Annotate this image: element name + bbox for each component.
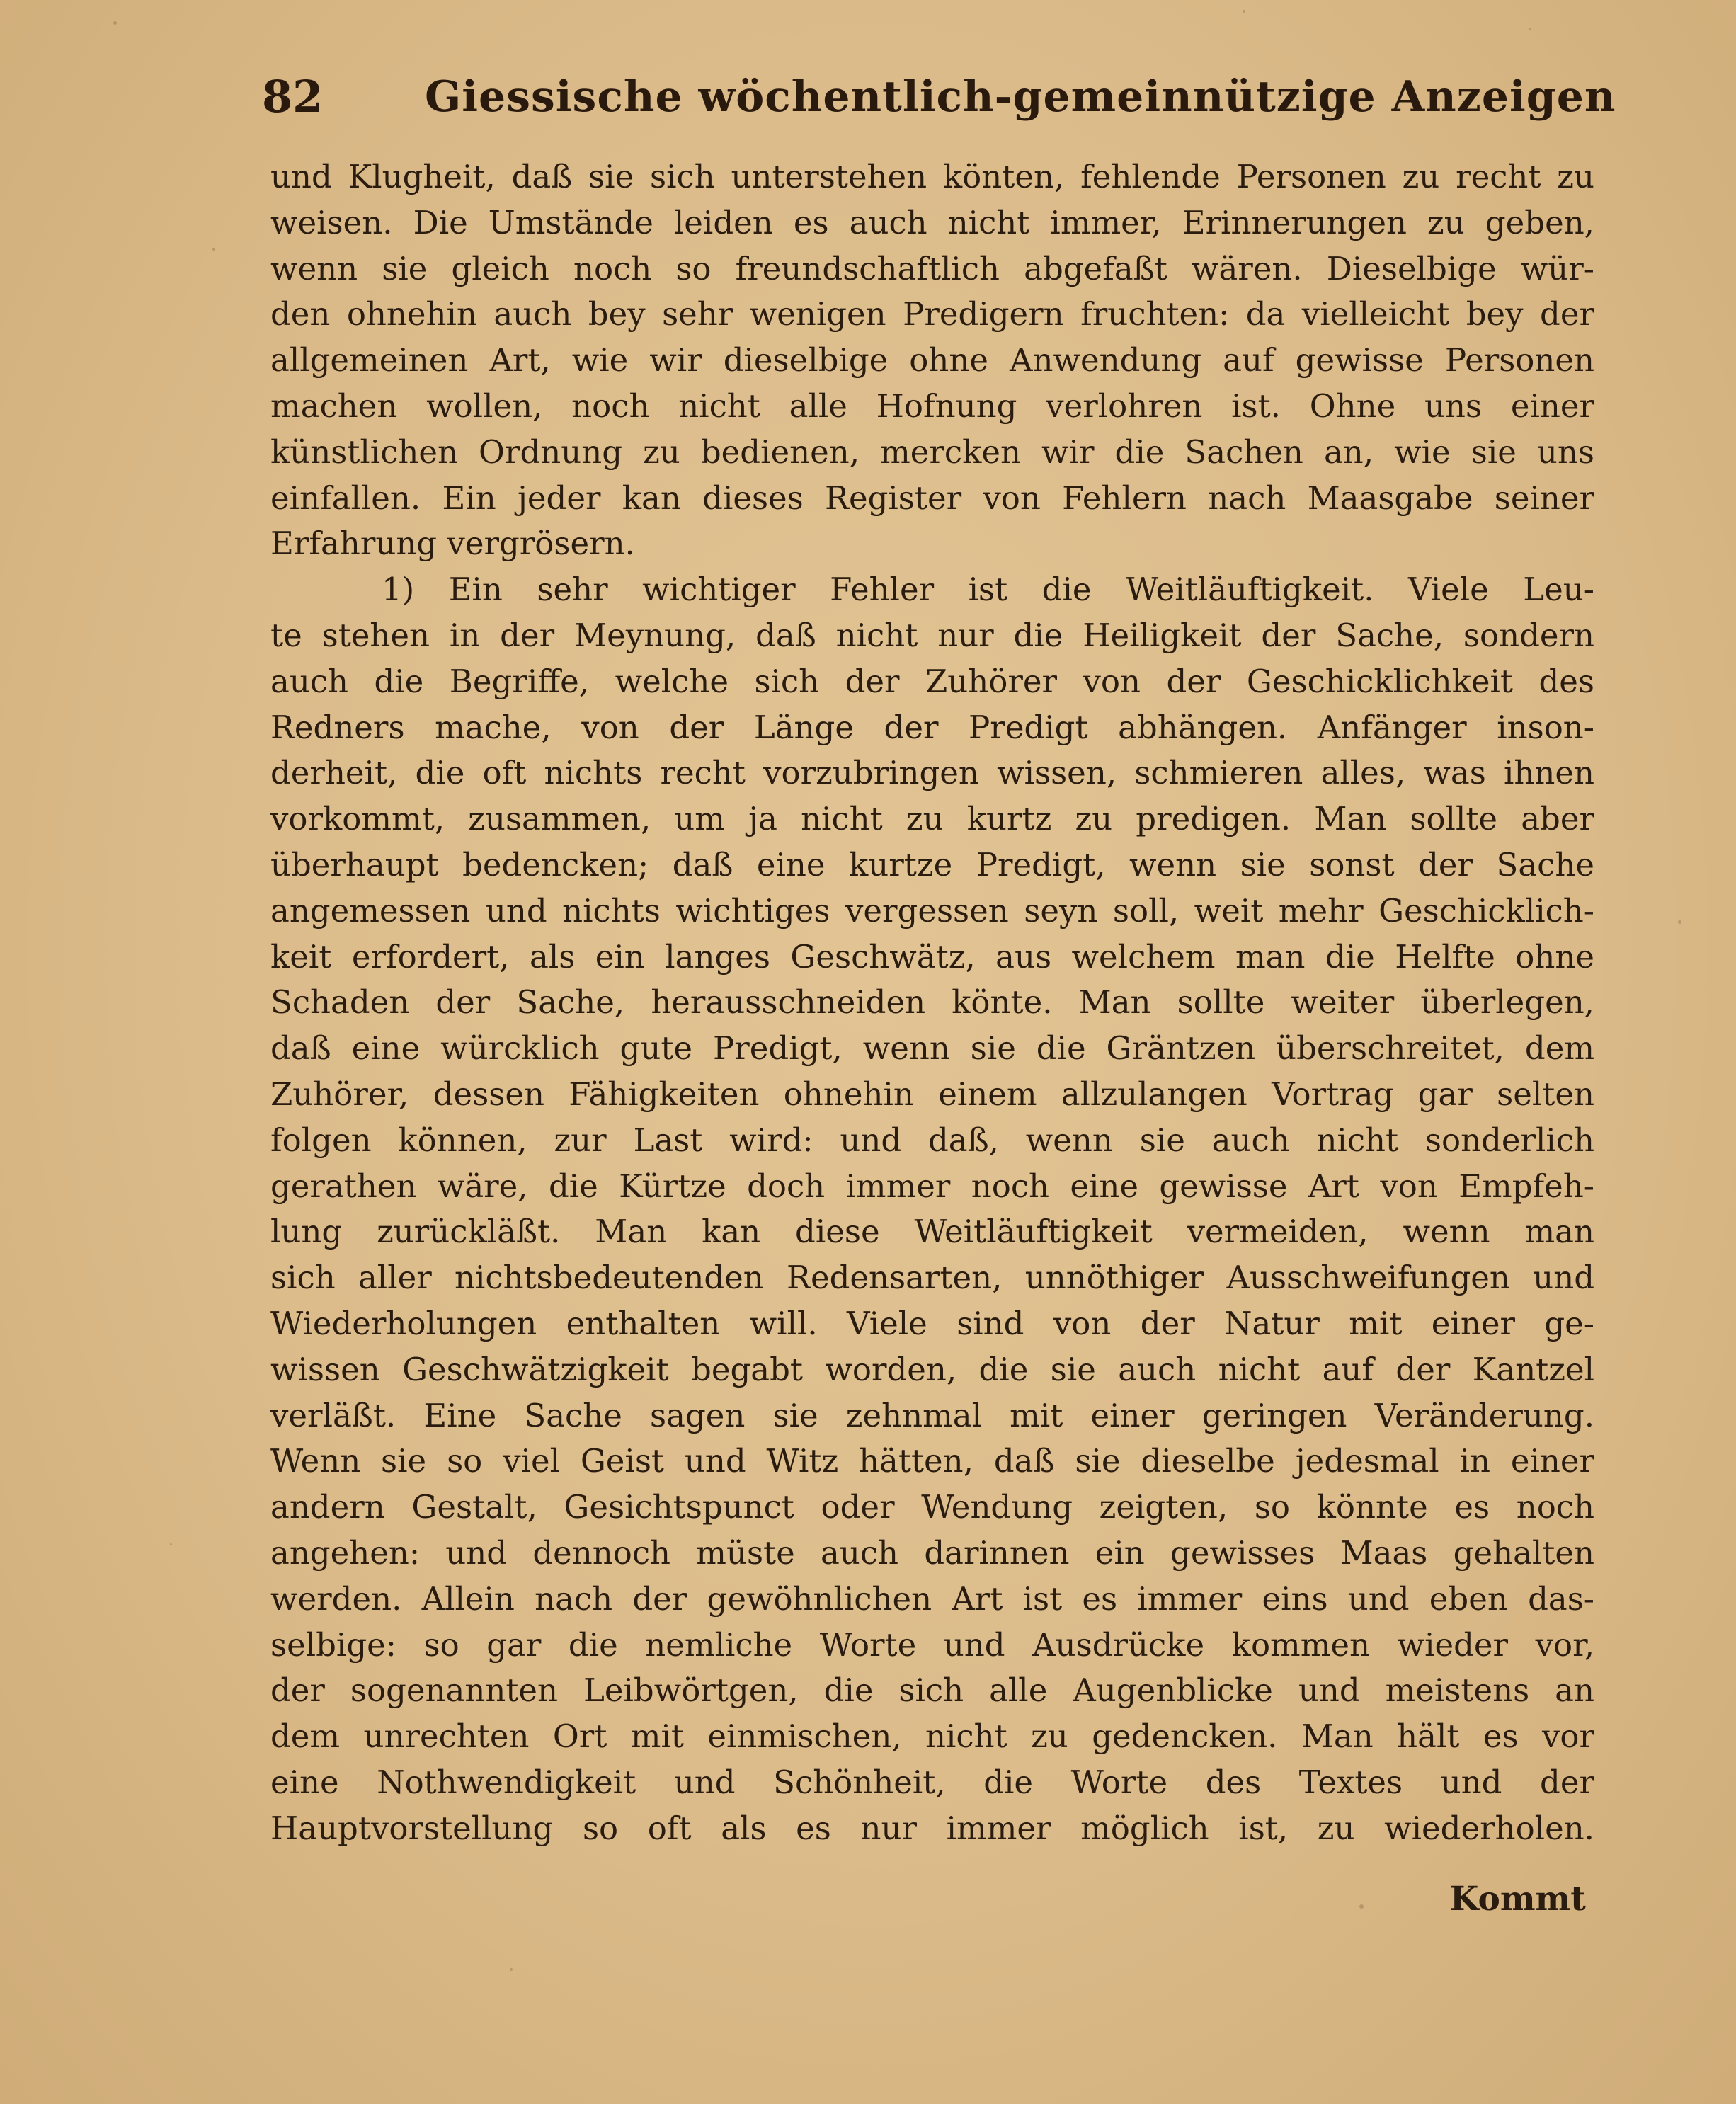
text-line: folgen können, zur Last wird: und daß, wenn sie auch nicht sonderlich	[270, 1121, 1594, 1159]
text-line: überhaupt bedencken; daß eine kurtze Predigt, wenn sie sonst der Sache	[270, 845, 1594, 884]
text-line: machen wollen, noch nicht alle Hofnung verlohren ist. Ohne uns einer	[270, 387, 1594, 425]
text-line: auch die Begriffe, welche sich der Zuhörer von der Geschicklichkeit des	[270, 662, 1594, 700]
paper-speck	[1678, 920, 1681, 924]
text-line: werden. Allein nach der gewöhnlichen Art ist es immer eins und eben das-	[270, 1579, 1594, 1618]
text-line: allgemeinen Art, wie wir dieselbige ohne Anwendung auf gewisse Personen	[270, 341, 1594, 379]
text-line: und Klugheit, daß sie sich unterstehen könten, fehlende Personen zu recht zu	[270, 158, 1594, 195]
text-line: Erfahrung vergrösern.	[270, 525, 635, 563]
text-line: dem unrechten Ort mit einmischen, nicht zu gedencken. Man hält es vor	[270, 1717, 1594, 1756]
text-line: keit erfordert, als ein langes Geschwätz, aus welchem man die Helfte ohne	[270, 937, 1594, 976]
text-line: eine Nothwendigkeit und Schönheit, die Worte des Textes und der	[270, 1763, 1594, 1801]
text-line: wenn sie gleich noch so freundschaftlich abgefaßt wären. Dieselbige wür-	[270, 249, 1594, 287]
catchword: Kommt	[1449, 1880, 1586, 1919]
paper-speck	[170, 1543, 172, 1545]
text-line: lung zurückläßt. Man kan diese Weitläuftigkeit vermeiden, wenn man	[270, 1213, 1594, 1251]
paper-speck	[113, 21, 117, 25]
page-header	[262, 65, 1616, 129]
text-line: Redners mache, von der Länge der Predigt abhängen. Anfänger inson-	[270, 708, 1594, 746]
text-line: te stehen in der Meynung, daß nicht nur die Heiligkeit der Sache, sondern	[270, 616, 1594, 654]
text-line: Wiederholungen enthalten will. Viele sind von der Natur mit einer ge-	[270, 1304, 1594, 1342]
text-line: den ohnehin auch bey sehr wenigen Predigern fruchten: da vielleicht bey der	[270, 295, 1594, 333]
text-line: verläßt. Eine Sache sagen sie zehnmal mit einer geringen Veränderung.	[270, 1396, 1594, 1434]
text-line: angemessen und nichts wichtiges vergessen seyn soll, weit mehr Geschicklich-	[270, 891, 1594, 930]
text-line: künstlichen Ordnung zu bedienen, mercken wir die Sachen an, wie sie uns	[270, 433, 1594, 471]
text-line: einfallen. Ein jeder kan dieses Register von Fehlern nach Maasgabe seiner	[270, 479, 1594, 517]
text-line: Hauptvorstellung so oft als es nur immer möglich ist, zu wiederholen.	[270, 1809, 1594, 1847]
text-line: der sogenannten Leibwörtgen, die sich alle Augenblicke und meistens an	[270, 1671, 1594, 1710]
text-line: Zuhörer, dessen Fähigkeiten ohnehin einem allzulangen Vortrag gar selten	[270, 1075, 1594, 1113]
text-line: angehen: und dennoch müste auch darinnen ein gewisses Maas gehalten	[270, 1533, 1594, 1572]
paper-speck	[1359, 1904, 1364, 1909]
text-line: selbige: so gar die nemliche Worte und Ausdrücke kommen wieder vor,	[270, 1625, 1594, 1664]
paper-speck	[212, 248, 215, 251]
text-line: sich aller nichtsbedeutenden Redensarten, unnöthiger Ausschweifungen und	[270, 1259, 1594, 1297]
page-number: 82	[262, 71, 324, 122]
paper-speck	[1243, 10, 1245, 13]
text-line: Wenn sie so viel Geist und Witz hätten, daß sie dieselbe jedesmal in einer	[270, 1442, 1594, 1480]
text-line: gerathen wäre, die Kürtze doch immer noch eine gewisse Art von Empfeh-	[270, 1167, 1594, 1205]
text-line: derheit, die oft nichts recht vorzubringen wissen, schmieren alles, was ihnen	[270, 754, 1594, 792]
text-line: vorkommt, zusammen, um ja nicht zu kurtz zu predigen. Man sollte aber	[270, 800, 1594, 838]
paper-speck	[510, 1968, 513, 1971]
text-line: weisen. Die Umstände leiden es auch nicht immer, Erinnerungen zu geben,	[270, 203, 1594, 241]
text-line: daß eine würcklich gute Predigt, wenn sie die Gräntzen überschreitet, dem	[270, 1029, 1594, 1068]
text-line: wissen Geschwätzigkeit begabt worden, die sie auch nicht auf der Kantzel	[270, 1350, 1594, 1388]
running-title: Giessische wöchentlich-gemeinnützige Anzeigen	[425, 72, 1616, 122]
paper-speck	[1529, 28, 1531, 30]
text-line: andern Gestalt, Gesichtspunct oder Wendung zeigten, so könnte es noch	[270, 1488, 1594, 1526]
text-line: Schaden der Sache, herausschneiden könte. Man sollte weiter überlegen,	[270, 983, 1594, 1022]
body-text	[270, 154, 1594, 1851]
text-line: 1) Ein sehr wichtiger Fehler ist die Weitläuftigkeit. Viele Leu-	[382, 571, 1594, 609]
